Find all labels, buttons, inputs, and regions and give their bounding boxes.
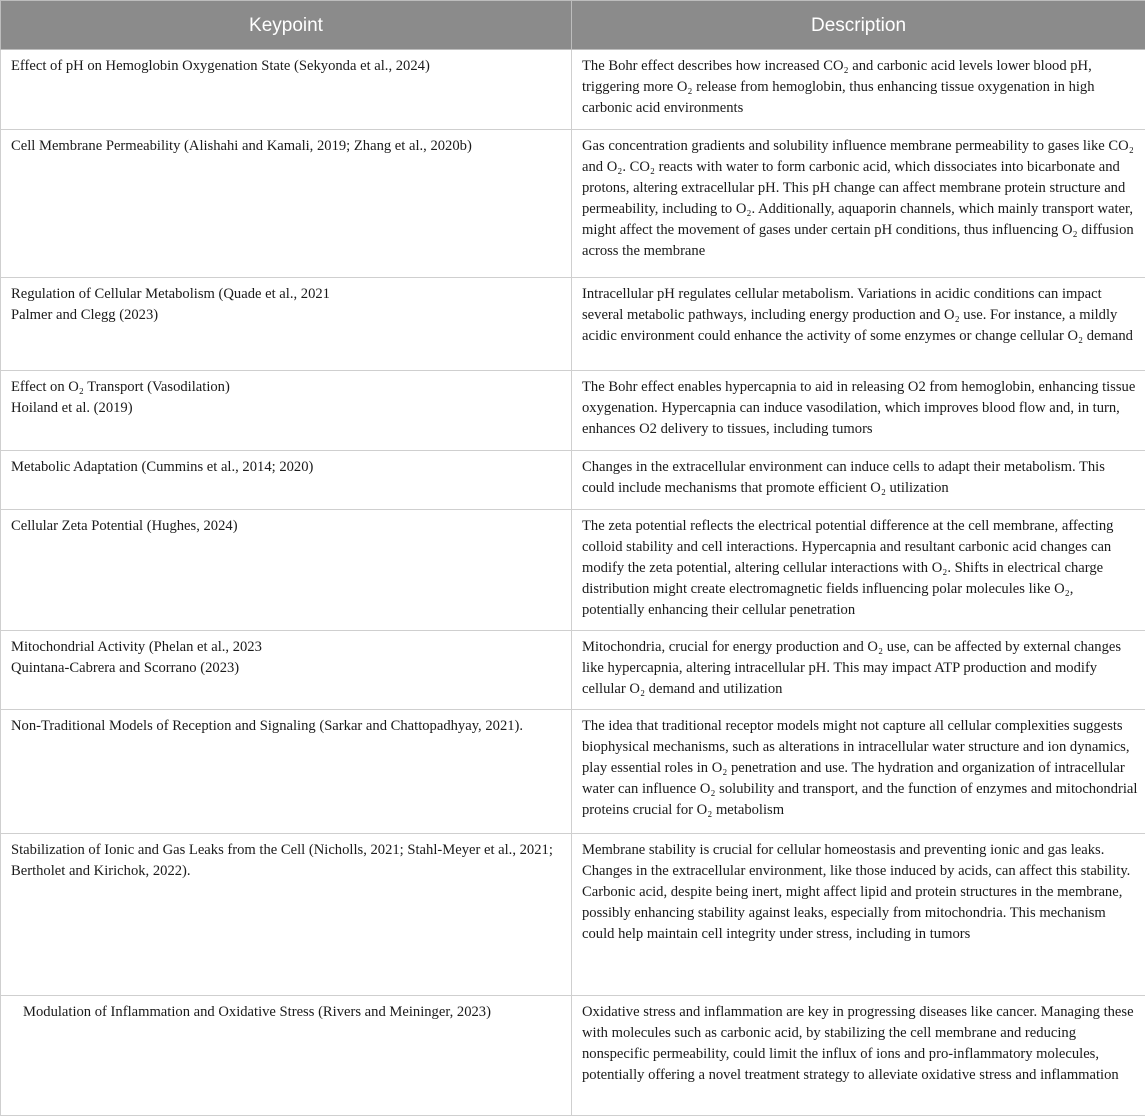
description-cell: Mitochondria, crucial for energy production and O₂ use, can be affected by external changes like hypercapnia, altering intracellular pH. This may impact ATP production and modify cellular O₂ demand and utilization: [572, 631, 1145, 710]
table-row: [1, 710, 1145, 834]
table-row: [1, 50, 1145, 130]
table-row: [1, 130, 1145, 278]
keypoint-text: Modulation of Inflammation and Oxidative Stress (Rivers and Meininger, 2023): [23, 1002, 562, 1023]
table-row: [1, 278, 1145, 371]
keypoint-cell: [1, 50, 572, 130]
table-row: [1, 996, 1145, 1116]
keypoint-text: Effect of pH on Hemoglobin Oxygenation State (Sekyonda et al., 2024): [11, 56, 562, 77]
table-row: [1, 510, 1145, 631]
keypoint-text: Stabilization of Ionic and Gas Leaks from the Cell (Nicholls, 2021; Stahl-Meyer et al., 2021; Bertholet and Kirichok, 2022).: [11, 840, 562, 882]
keypoint-text: Cell Membrane Permeability (Alishahi and Kamali, 2019; Zhang et al., 2020b): [11, 136, 562, 157]
keypoint-text: Palmer and Clegg (2023): [11, 305, 562, 326]
description-cell: Oxidative stress and inflammation are key in progressing diseases like cancer. Managing these with molecules such as carbonic acid, by stabilizing the cell membrane and reducing nonspecific permeability, could limit the influx of ions and pro-inflammatory molecules, potentially offering a novel treatment strategy to alleviate oxidative stress and inflammation: [572, 996, 1145, 1116]
keypoint-text: Mitochondrial Activity (Phelan et al., 2023: [11, 637, 562, 658]
keypoint-cell: [1, 710, 572, 834]
keypoint-text: Metabolic Adaptation (Cummins et al., 2014; 2020): [11, 457, 562, 478]
keypoint-cell: [1, 130, 572, 278]
header-description: Description: [572, 1, 1145, 50]
keypoint-text: Quintana-Cabrera and Scorrano (2023): [11, 658, 562, 679]
keypoint-text: Effect on O₂ Transport (Vasodilation): [11, 377, 562, 398]
keypoint-cell: [1, 451, 572, 510]
keypoint-cell: [1, 631, 572, 710]
keypoint-cell: [1, 834, 572, 996]
table-row: [1, 451, 1145, 510]
keypoint-cell: [1, 278, 572, 371]
keypoint-cell: [1, 510, 572, 631]
description-cell: Gas concentration gradients and solubility influence membrane permeability to gases like CO₂ and O₂. CO₂ reacts with water to form carbonic acid, which dissociates into bicarbonate and protons, altering extracellular pH. This pH change can affect membrane protein structure and permeability, including to O₂. Additionally, aquaporin channels, which mainly transport water, might affect the movement of gases under certain pH conditions, thus influencing O₂ diffusion across the membrane: [572, 130, 1145, 278]
description-cell: The zeta potential reflects the electrical potential difference at the cell membrane, affecting colloid stability and cell interactions. Hypercapnia and resultant carbonic acid changes can modify the zeta potential, altering cellular interactions with O₂. Shifts in electrical charge distribution might create electromagnetic fields influencing polar molecules like O₂, potentially enhancing their cellular penetration: [572, 510, 1145, 631]
description-cell: The idea that traditional receptor models might not capture all cellular complexities suggests biophysical mechanisms, such as alterations in intracellular water structure and ion dynamics, play essential roles in O₂ penetration and use. The hydration and organization of intracellular water can influence O₂ solubility and transport, and the function of enzymes and mitochondrial proteins crucial for O₂ metabolism: [572, 710, 1145, 834]
keypoint-text: Non-Traditional Models of Reception and Signaling (Sarkar and Chattopadhyay, 2021).: [11, 716, 562, 737]
description-cell: Changes in the extracellular environment can induce cells to adapt their metabolism. This could include mechanisms that promote efficient O₂ utilization: [572, 451, 1145, 510]
header-keypoint: Keypoint: [1, 1, 572, 50]
keypoint-cell: [1, 371, 572, 451]
keypoint-text: Regulation of Cellular Metabolism (Quade et al., 2021: [11, 284, 562, 305]
keypoint-text: Hoiland et al. (2019): [11, 398, 562, 419]
header-row: [1, 1, 1145, 50]
keypoint-text: Cellular Zeta Potential (Hughes, 2024): [11, 516, 562, 537]
description-cell: Intracellular pH regulates cellular metabolism. Variations in acidic conditions can impact several metabolic pathways, including energy production and O₂ use. For instance, a mildly acidic environment could enhance the activity of some enzymes or change cellular O₂ demand: [572, 278, 1145, 371]
description-cell: Membrane stability is crucial for cellular homeostasis and preventing ionic and gas leaks. Changes in the extracellular environment, like those induced by acids, can affect this stability. Carbonic acid, despite being inert, might affect lipid and protein structures in the membrane, possibly enhancing stability against leaks, especially from mitochondria. This mechanism could help maintain cell integrity under stress, including in tumors: [572, 834, 1145, 996]
table-row: [1, 631, 1145, 710]
description-cell: The Bohr effect enables hypercapnia to aid in releasing O2 from hemoglobin, enhancing tissue oxygenation. Hypercapnia can induce vasodilation, which improves blood flow and, in turn, enhances O2 delivery to tissues, including tumors: [572, 371, 1145, 451]
keypoint-cell: [1, 996, 572, 1116]
table-row: [1, 371, 1145, 451]
description-cell: The Bohr effect describes how increased CO₂ and carbonic acid levels lower blood pH, triggering more O₂ release from hemoglobin, thus enhancing tissue oxygenation in high carbonic acid environments: [572, 50, 1145, 130]
table-row: [1, 834, 1145, 996]
